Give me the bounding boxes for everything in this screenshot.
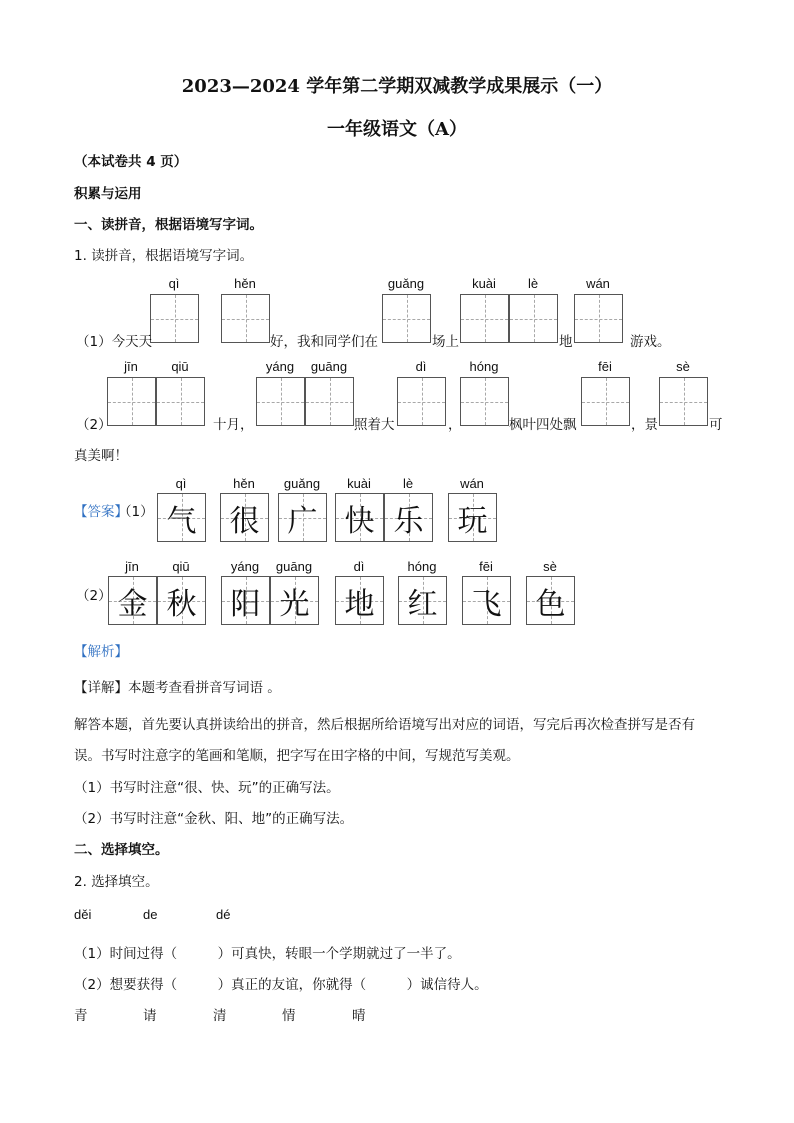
writing-grid-box[interactable] — [107, 377, 156, 426]
option-character: 晴 — [352, 1008, 366, 1024]
option-pinyin: děi — [74, 907, 92, 922]
answer-grid-box — [335, 576, 384, 625]
pinyin-label: fēi — [479, 559, 493, 574]
sentence-text: 好，我和同学们在 — [270, 334, 378, 350]
answer-grid-box — [221, 576, 270, 625]
sentence-text: 场上 — [432, 334, 459, 350]
answer-grid-box — [398, 576, 447, 625]
pinyin-label: dì — [415, 359, 427, 374]
option-pinyin: dé — [216, 907, 231, 922]
fill-blank-sentence: （2）想要获得（ ）真正的友谊，你就得（ ）诚信待人。 — [74, 977, 488, 993]
sentence-text: 真美啊！ — [74, 448, 128, 464]
analysis-paragraph: 解答本题，首先要认真拼读给出的拼音，然后根据所给语境写出对应的词语，写完后再次检查拼写是否有 — [74, 717, 695, 733]
pinyin-label: kuài — [472, 276, 496, 291]
page-count-note: （本试卷共 4 页） — [74, 154, 188, 170]
section-label: 积累与运用 — [74, 186, 142, 202]
answer-character: 光 — [279, 586, 310, 622]
writing-grid-box[interactable] — [659, 377, 708, 426]
pinyin-label: dì — [353, 559, 365, 574]
answer-grid-box — [157, 576, 206, 625]
pinyin-label: jīn — [124, 359, 138, 374]
answer-character: 广 — [287, 503, 318, 539]
question-1-prompt — [74, 244, 253, 264]
writing-grid-box[interactable] — [397, 377, 446, 426]
sentence-text: 枫叶四处飘 — [509, 417, 577, 433]
writing-grid-box[interactable] — [156, 377, 205, 426]
pinyin-label: fēi — [598, 359, 612, 374]
sentence-text: ， — [448, 417, 462, 433]
question-number: 2. — [74, 874, 87, 890]
writing-grid-box[interactable] — [509, 294, 558, 343]
pinyin-label: qiū — [172, 559, 190, 574]
pinyin-label: qiū — [171, 359, 189, 374]
writing-grid-box[interactable] — [574, 294, 623, 343]
pinyin-label: qì — [175, 476, 187, 491]
sentence-text: 可 — [709, 417, 723, 433]
pinyin-label: yáng — [230, 559, 260, 574]
pinyin-label: wán — [586, 276, 610, 291]
answer-label: 【答案】 — [74, 504, 128, 520]
answer-grid-box — [157, 493, 206, 542]
pinyin-label: hěn — [233, 476, 255, 491]
answer-character: 玩 — [457, 503, 488, 539]
analysis-point: （2）书写时注意“金秋、阳、地”的正确写法。 — [74, 811, 354, 827]
sentence-text: 照着大 — [354, 417, 395, 433]
question-2-prompt — [74, 870, 159, 890]
pinyin-label: lè — [527, 276, 539, 291]
part1-heading: 一、读拼音，根据语境写字词。 — [74, 217, 263, 233]
writing-grid-box[interactable] — [221, 294, 270, 343]
sentence-text: ，景 — [631, 417, 658, 433]
pinyin-label: hěn — [234, 276, 256, 291]
answer-character: 很 — [229, 503, 260, 539]
pinyin-label: sè — [676, 359, 690, 374]
pinyin-label: hóng — [469, 359, 499, 374]
sentence-text: （2） — [76, 417, 112, 433]
writing-grid-box[interactable] — [581, 377, 630, 426]
answer-grid-box — [220, 493, 269, 542]
pinyin-label: guǎng — [283, 476, 321, 491]
answer-character: 金 — [117, 586, 148, 622]
sentence-text: 地 — [559, 334, 573, 350]
answer-grid-box — [448, 493, 497, 542]
pinyin-label: guāng — [275, 559, 313, 574]
answer-row-number: （1） — [118, 504, 154, 520]
question-text: 选择填空。 — [91, 874, 159, 890]
answer-grid-box — [335, 493, 384, 542]
answer-character: 气 — [166, 503, 197, 539]
option-character: 清 — [213, 1008, 227, 1024]
analysis-point: （1）书写时注意“很、快、玩”的正确写法。 — [74, 780, 340, 796]
answer-grid-box — [108, 576, 157, 625]
pinyin-label: wán — [460, 476, 484, 491]
question-text: 读拼音，根据语境写字词。 — [91, 248, 254, 264]
document-subtitle: 一年级语文（A） — [327, 119, 467, 140]
document-title: 2023—2024 学年第二学期双减教学成果展示（一） — [181, 76, 613, 97]
answer-grid-box — [526, 576, 575, 625]
question-number: 1. — [74, 248, 87, 264]
answer-row-number: （2） — [76, 588, 112, 604]
detail-label: 【详解】 — [74, 680, 128, 696]
analysis-label: 【解析】 — [74, 644, 128, 660]
analysis-paragraph: 误。书写时注意字的笔画和笔顺，把字写在田字格的中间，写规范写美观。 — [74, 748, 520, 764]
writing-grid-box[interactable] — [460, 377, 509, 426]
answer-grid-box — [462, 576, 511, 625]
answer-character: 快 — [344, 503, 375, 539]
pinyin-label: yáng — [265, 359, 295, 374]
pinyin-label: lè — [402, 476, 414, 491]
answer-character: 飞 — [471, 586, 502, 622]
pinyin-label: hóng — [407, 559, 437, 574]
pinyin-label: sè — [543, 559, 557, 574]
answer-grid-box — [278, 493, 327, 542]
detail-text: 本题考查看拼音写词语 。 — [128, 680, 281, 696]
sentence-text: （1）今天天 — [76, 334, 153, 350]
analysis-detail — [74, 676, 281, 696]
fill-blank-sentence: （1）时间过得（ ）可真快，转眼一个学期就过了一半了。 — [74, 946, 461, 962]
option-character: 请 — [143, 1008, 157, 1024]
pinyin-label: qì — [168, 276, 180, 291]
pinyin-label: guāng — [310, 359, 348, 374]
writing-grid-box[interactable] — [256, 377, 305, 426]
answer-character: 阳 — [230, 586, 261, 622]
writing-grid-box[interactable] — [150, 294, 199, 343]
answer-grid-box — [270, 576, 319, 625]
part2-heading: 二、选择填空。 — [74, 842, 169, 858]
pinyin-label: guǎng — [387, 276, 425, 291]
answer-character: 地 — [344, 586, 375, 622]
answer-character: 秋 — [166, 586, 197, 622]
writing-grid-box[interactable] — [382, 294, 431, 343]
option-pinyin: de — [143, 907, 158, 922]
sentence-text: 十月， — [213, 417, 254, 433]
answer-character: 乐 — [393, 503, 424, 539]
answer-character: 红 — [407, 586, 438, 622]
option-character: 青 — [74, 1008, 88, 1024]
writing-grid-box[interactable] — [460, 294, 509, 343]
pinyin-label: jīn — [125, 559, 139, 574]
writing-grid-box[interactable] — [305, 377, 354, 426]
pinyin-label: kuài — [347, 476, 371, 491]
answer-character: 色 — [535, 586, 566, 622]
answer-grid-box — [384, 493, 433, 542]
sentence-text: 游戏。 — [630, 334, 671, 350]
option-character: 情 — [282, 1008, 296, 1024]
